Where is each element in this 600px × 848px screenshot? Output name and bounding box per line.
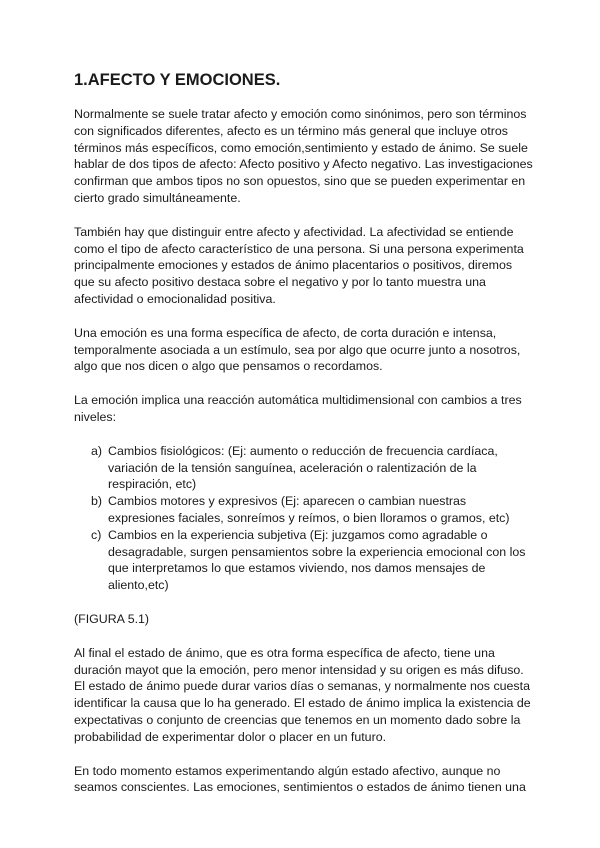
paragraph-afectividad: También hay que distinguir entre afecto y afectividad. La afectividad se entiende como el tipo de afecto característico de una persona. Si una persona experimenta principalmente emociones y estados de ánimo placentarios o positivos, diremos que su afecto positivo destaca sobre el negativo y por lo tanto muestra una afectividad o emocionalidad positiva. [74,224,524,306]
list-item-text: Cambios en la experiencia subjetiva (Ej: juzgamos como agradable o desagradable, surgen pensamientos sobre la experiencia emocional con los que interpretamos lo que estamos viviendo, nos damos mensajes de aliento,etc) [108,527,526,593]
paragraph-reaccion-niveles: La emoción implica una reacción automática multidimensional con cambios a tres niveles: [74,393,522,424]
list-marker: c) [91,527,102,542]
list-item [91,527,536,594]
paragraph-afecto-emocion: Normalmente se suele tratar afecto y emoción como sinónimos, pero son términos con significados diferentes, afecto es un término más general que incluye otros términos más específicos, como emoción,sentimiento y estado de ánimo. Se suele hablar de dos tipos de afecto: Afecto positivo y Afecto negativo. Las investigaciones confirman que ambos tipos no son opuestos, sino que se pueden experimentar en cierto grado simultáneamente. [74,107,533,205]
paragraph-emocion-definicion: Una emoción es una forma específica de afecto, de corta duración e intensa, temporalmente asociada a un estímulo, sea por algo que ocurre junto a nosotros, algo que nos dicen o algo que pensamos o recordamos. [74,325,521,374]
document-page [74,70,536,813]
list-item-text: Cambios motores y expresivos (Ej: aparecen o cambian nuestras expresiones faciales, sonreímos y reímos, o bien lloramos o gramos, etc) [108,494,510,525]
change-levels-list [74,443,536,594]
section-title: 1.AFECTO Y EMOCIONES. [74,71,281,89]
list-marker: b) [91,494,103,509]
list-item [91,493,536,527]
list-item-text: Cambios fisiológicos: (Ej: aumento o reducción de frecuencia cardíaca, variación de la tensión sanguínea, aceleración o ralentización de la respiración, etc) [108,443,498,492]
list-marker: a) [91,443,103,458]
list-item [91,443,536,493]
paragraph-estado-afectivo: En todo momento estamos experimentando algún estado afectivo, aunque no seamos conscientes. Las emociones, sentimientos o estados de ánimo tienen una [74,763,526,795]
paragraph-estado-animo: Al final el estado de ánimo, que es otra forma específica de afecto, tiene una duración mayot que la emoción, pero menor intensidad y su origen es más difuso. El estado de ánimo puede durar varios días o semanas, y normalmente nos cuesta identificar la causa que lo ha generado. El estado de ánimo implica la existencia de expectativas o conjunto de creencias que tenemos en un momento dado sobre la probabilidad de experimentar dolor o placer en un futuro. [74,645,531,744]
figure-reference: (FIGURA 5.1) [74,611,150,626]
